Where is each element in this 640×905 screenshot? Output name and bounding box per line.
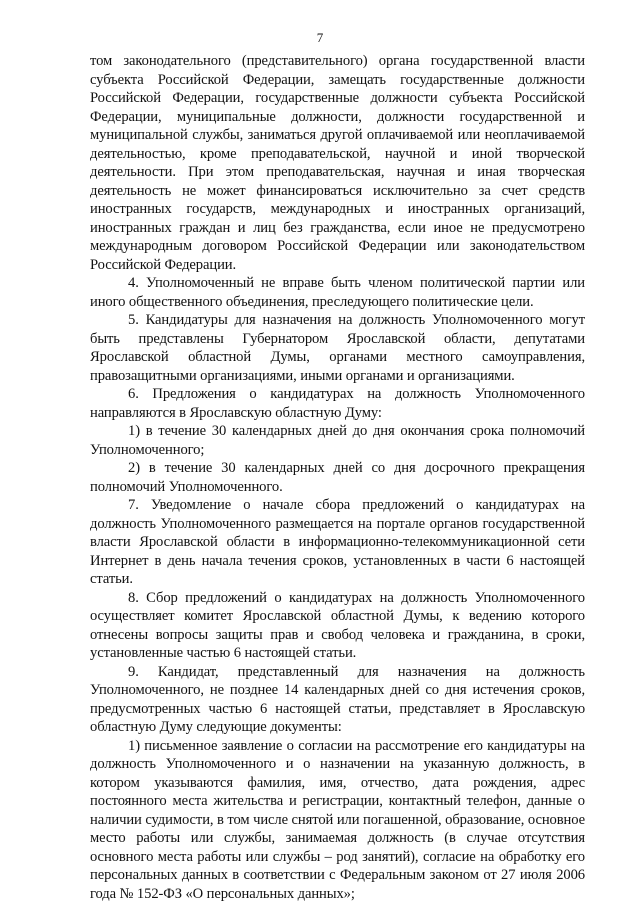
paragraph-item-4: 4. Уполномоченный не вправе быть членом политической партии или иного общественного объединения, преследующего политические цели. bbox=[90, 275, 585, 310]
paragraph-item-6: 6. Предложения о кандидатурах на должность Уполномоченного направляются в Ярославскую областную Думу: bbox=[90, 386, 585, 421]
page-number: 7 bbox=[316, 30, 324, 45]
document-body bbox=[90, 52, 585, 903]
paragraph-item-7: 7. Уведомление о начале сбора предложений о кандидатурах на должность Уполномоченного размещается на портале органов государственной власти Ярославской области в информационно-телекоммуникационной сети Интернет в день начала течения сроков, установленных в части 6 настоящей статьи. bbox=[90, 497, 585, 587]
paragraph-continuation: том законодательного (представительного) органа государственной власти субъекта Российской Федерации, замещать государственные должности Российской Федерации, государственные должности субъекта Российской Федерации, муниципальные должности, должности государственной и муниципальной службы, заниматься другой оплачиваемой или неоплачиваемой деятельностью, кроме преподавательской, научной и иной творческой деятельности. При этом преподавательская, научная и иная творческая деятельность не может финансироваться исключительно за счет средств иностранных государств, международных и иностранных организаций, иностранных граждан и лиц без гражданства, если иное не предусмотрено международным договором Российской Федерации или законодательством Российской Федерации. bbox=[90, 53, 585, 273]
paragraph-subitem-6-2: 2) в течение 30 календарных дней со дня досрочного прекращения полномочий Уполномоченного. bbox=[90, 460, 585, 495]
paragraph-subitem-6-1: 1) в течение 30 календарных дней до дня окончания срока полномочий Уполномоченного; bbox=[90, 423, 585, 458]
paragraph-subitem-9-1: 1) письменное заявление о согласии на рассмотрение его кандидатуры на должность Уполномоченного и о назначении на указанную должность, в котором указываются фамилия, имя, отчество, дата рождения, адрес постоянного места жительства и регистрации, контактный телефон, данные о наличии судимости, в том числе снятой или погашенной, образование, основное место работы или службы, занимаемая должность (в случае отсутствия основного места работы или службы – род занятий), согласие на обработку его персональных данных в соответствии с Федеральным законом от 27 июля 2006 года № 152-ФЗ «О персональных данных»; bbox=[90, 737, 585, 902]
paragraph-item-8: 8. Сбор предложений о кандидатурах на должность Уполномоченного осуществляет комитет Ярославской областной Думы, к ведению которого отнесены вопросы защиты прав и свобод человека и гражданина, в сроки, установленные частью 6 настоящей статьи. bbox=[90, 589, 585, 661]
paragraph-item-5: 5. Кандидатуры для назначения на должность Уполномоченного могут быть представлены Губернатором Ярославской области, депутатами Ярославской областной Думы, органами местного самоуправления, правозащитными организациями, иными органами и организациями. bbox=[90, 312, 585, 384]
paragraph-item-9: 9. Кандидат, представленный для назначения на должность Уполномоченного, не позднее 14 календарных дней со дня истечения сроков, предусмотренных частью 6 настоящей статьи, представляет в Ярославскую областную Думу следующие документы: bbox=[90, 663, 585, 735]
